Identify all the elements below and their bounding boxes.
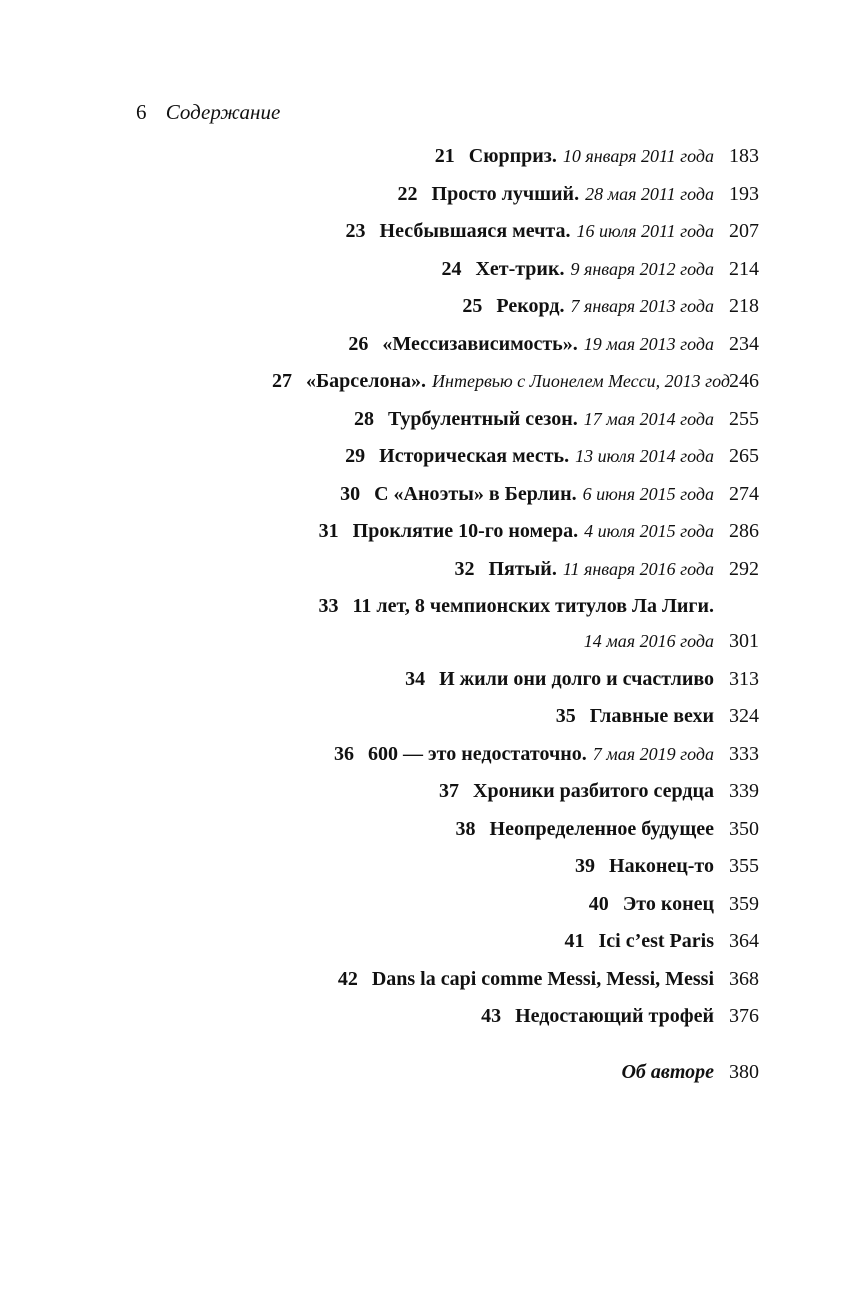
toc-entry[interactable]	[589, 889, 714, 919]
toc-entry[interactable]	[435, 141, 714, 171]
chapter-title: Главные вехи	[589, 705, 714, 727]
chapter-number: 24	[441, 258, 462, 280]
chapter-title: Наконец-то	[609, 855, 714, 877]
chapter-page: 359	[729, 893, 759, 915]
chapter-number: 36	[334, 743, 355, 765]
page-header	[136, 98, 280, 126]
chapter-page: 333	[729, 743, 759, 765]
chapter-number: 41	[564, 930, 585, 952]
toc-entry[interactable]	[354, 404, 714, 434]
toc-entry[interactable]	[564, 926, 714, 956]
chapter-page: 274	[729, 483, 759, 505]
chapter-title: «Мессизависимость».	[382, 333, 578, 355]
chapter-number: 37	[439, 780, 459, 802]
about-author-title: Об авторе	[621, 1061, 714, 1083]
chapter-date: 28 мая 2011 года	[585, 184, 714, 204]
toc-entry-continuation	[578, 626, 714, 656]
chapter-page: 193	[729, 183, 759, 205]
chapter-page: 183	[729, 145, 759, 167]
about-author-entry[interactable]	[621, 1057, 714, 1087]
chapter-title: «Барселона».	[305, 370, 427, 392]
chapter-number: 30	[340, 483, 361, 505]
chapter-date: 19 мая 2013 года	[583, 334, 714, 354]
chapter-page: 286	[729, 520, 759, 542]
chapter-title: Несбывшаяся мечта.	[379, 220, 571, 242]
chapter-date: 9 января 2012 года	[570, 259, 714, 279]
chapter-number: 34	[405, 668, 426, 690]
chapter-page: 339	[729, 780, 759, 802]
chapter-title: 11 лет, 8 чемпионских титулов Ла Лиги.	[352, 595, 714, 617]
chapter-title: Историческая месть.	[379, 445, 570, 467]
toc-entry[interactable]	[454, 554, 714, 584]
toc-entry[interactable]	[346, 216, 714, 246]
chapter-date: 7 мая 2019 года	[592, 744, 714, 764]
toc-entry[interactable]	[334, 739, 714, 769]
chapter-date: 13 июля 2014 года	[575, 446, 714, 466]
chapter-number: 39	[575, 855, 596, 877]
chapter-number: 28	[353, 408, 374, 430]
chapter-number: 32	[454, 558, 475, 580]
chapter-title: Неопределенное будущее	[489, 818, 714, 840]
chapter-title: С «Аноэты» в Берлин.	[374, 483, 577, 505]
chapter-number: 31	[318, 520, 339, 542]
chapter-number: 43	[481, 1005, 502, 1027]
chapter-number: 33	[318, 595, 339, 617]
chapter-title: Dans la capi comme Messi, Messi, Messi	[371, 968, 714, 990]
chapter-title: Просто лучший.	[431, 183, 580, 205]
chapter-page: 324	[729, 705, 759, 727]
toc-entry[interactable]	[462, 291, 714, 321]
chapter-page: 364	[729, 930, 759, 952]
chapter-title: Ici c’est Paris	[598, 930, 714, 952]
chapter-number: 40	[588, 893, 609, 915]
chapter-number: 35	[555, 705, 576, 727]
chapter-page: 214	[729, 258, 759, 280]
chapter-date: 16 июля 2011 года	[576, 221, 714, 241]
chapter-title: Это конец	[622, 893, 714, 915]
chapter-page: 301	[729, 630, 759, 652]
toc-entry[interactable]	[345, 441, 714, 471]
chapter-date: 10 января 2011 года	[562, 146, 714, 166]
chapter-date: 4 июля 2015 года	[584, 521, 714, 541]
chapter-page: 376	[729, 1005, 759, 1027]
chapter-date: 14 мая 2016 года	[583, 631, 714, 651]
toc-entry[interactable]	[556, 701, 714, 731]
chapter-page: 355	[729, 855, 759, 877]
toc-entry[interactable]	[456, 814, 714, 844]
chapter-number: 42	[337, 968, 358, 990]
toc-entry[interactable]	[319, 516, 714, 546]
chapter-title: И жили они долго и счастливо	[439, 668, 714, 690]
chapter-date: Интервью с Лионелем Месси, 2013 год	[432, 371, 730, 391]
chapter-number: 27	[271, 370, 292, 392]
chapter-number: 26	[348, 333, 369, 355]
chapter-title: Сюрприз.	[468, 145, 557, 167]
chapter-number: 21	[434, 145, 455, 167]
chapter-date: 11 января 2016 года	[562, 559, 714, 579]
chapter-date: 6 июня 2015 года	[582, 484, 714, 504]
chapter-title: Недостающий трофей	[515, 1005, 714, 1027]
chapter-title: Хроники разбитого сердца	[473, 780, 714, 802]
chapter-title: Турбулентный сезон.	[387, 408, 578, 430]
chapter-title: Хет-трик.	[475, 258, 565, 280]
section-title: Содержание	[165, 100, 281, 124]
toc-entry[interactable]	[340, 479, 714, 509]
chapter-page: 313	[729, 668, 759, 690]
toc-entry[interactable]	[405, 664, 714, 694]
chapter-page: 207	[729, 220, 759, 242]
chapter-page: 292	[729, 558, 759, 580]
chapter-date: 7 января 2013 года	[570, 296, 714, 316]
chapter-number: 29	[345, 445, 366, 467]
chapter-title: Пятый.	[488, 558, 557, 580]
chapter-page: 368	[729, 968, 759, 990]
toc-entry[interactable]	[398, 179, 714, 209]
toc-entry[interactable]	[481, 1001, 714, 1031]
chapter-page: 234	[729, 333, 759, 355]
chapter-title: Проклятие 10-го номера.	[352, 520, 579, 542]
toc-entry[interactable]	[439, 776, 714, 806]
toc-entry[interactable]	[575, 851, 714, 881]
chapter-page: 218	[729, 295, 759, 317]
toc-entry[interactable]	[319, 591, 714, 621]
toc-entry[interactable]	[272, 366, 730, 396]
chapter-number: 38	[455, 818, 476, 840]
chapter-number: 23	[345, 220, 366, 242]
chapter-page: 265	[729, 445, 759, 467]
toc-entry[interactable]	[338, 964, 714, 994]
toc-entry[interactable]	[348, 329, 714, 359]
chapter-page: 255	[729, 408, 759, 430]
chapter-page: 246	[729, 370, 759, 392]
chapter-date: 17 мая 2014 года	[583, 409, 714, 429]
chapter-page: 350	[729, 818, 759, 840]
chapter-title: 600 — это недостаточно.	[368, 743, 587, 765]
chapter-number: 22	[397, 183, 418, 205]
toc-entry[interactable]	[441, 254, 714, 284]
page-number: 6	[136, 100, 147, 124]
chapter-title: Рекорд.	[496, 295, 565, 317]
about-author-page: 380	[729, 1061, 759, 1083]
chapter-number: 25	[462, 295, 483, 317]
